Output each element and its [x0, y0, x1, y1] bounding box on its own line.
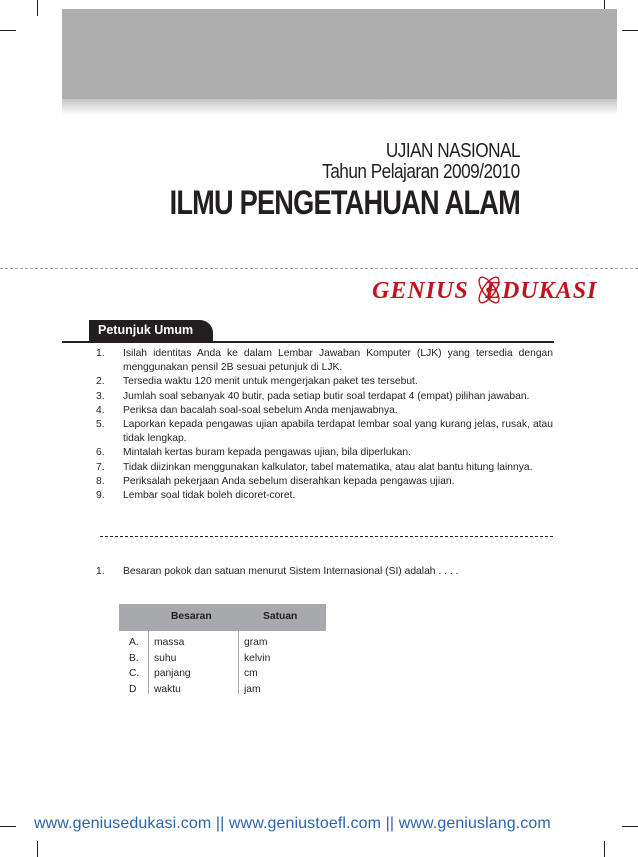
- instruction-text: Lembar soal tidak boleh dicoret-coret.: [123, 490, 296, 502]
- crop-mark: [0, 826, 16, 827]
- option-label: D: [129, 683, 137, 695]
- header-band: [62, 9, 617, 99]
- instruction-text: Laporkan kepada pengawas ujian apabila terdapat lembar soal yang kurang jelas, rusak, atau tidak lengkap.: [123, 419, 553, 445]
- question-number: 1.: [96, 566, 105, 577]
- instruction-item: [96, 404, 553, 418]
- besaran-cell: panjang: [154, 668, 191, 679]
- header-divider: [0, 268, 638, 269]
- crop-mark: [622, 826, 638, 827]
- crop-mark: [37, 0, 38, 16]
- crop-mark: [604, 841, 605, 857]
- footer-links: www.geniusedukasi.com || www.geniustoefl.com || www.geniuslang.com: [34, 815, 551, 832]
- instruction-number: 8.: [96, 475, 105, 487]
- besaran-cell: massa: [154, 637, 185, 648]
- academic-year: Tahun Pelajaran 2009/2010: [322, 161, 520, 183]
- satuan-cell: gram: [244, 637, 268, 648]
- column-header-besaran: Besaran: [171, 611, 212, 622]
- instruction-item: [96, 475, 553, 489]
- besaran-cell: waktu: [154, 683, 181, 695]
- table-row: [119, 684, 326, 699]
- instruction-item: [96, 489, 553, 503]
- logo-text-left: GENIUS: [372, 278, 469, 304]
- instruction-number: 6.: [96, 447, 105, 459]
- section-divider: [100, 536, 553, 537]
- genius-edukasi-logo: [372, 276, 622, 310]
- exam-label: UJIAN NASIONAL: [385, 140, 520, 162]
- table-header: [119, 604, 326, 631]
- crop-mark: [0, 30, 16, 31]
- instruction-item: [96, 347, 553, 375]
- table-row: [119, 653, 326, 668]
- instruction-text: Jumlah soal sebanyak 40 butir, pada setiap butir soal terdapat 4 (empat) pilihan jawaban.: [123, 390, 530, 402]
- satuan-cell: cm: [244, 668, 258, 679]
- satuan-cell: kelvin: [244, 652, 271, 664]
- question-text: Besaran pokok dan satuan menurut Sistem Internasional (SI) adalah . . . .: [123, 566, 459, 577]
- satuan-cell: jam: [244, 683, 261, 695]
- instruction-number: 5.: [96, 419, 105, 431]
- instruction-number: 7.: [96, 461, 105, 473]
- column-header-satuan: Satuan: [263, 611, 298, 622]
- instruction-number: 1.: [96, 348, 105, 359]
- instruction-number: 4.: [96, 404, 105, 416]
- crop-mark: [622, 30, 638, 31]
- option-label: C.: [129, 668, 140, 679]
- option-label: A.: [129, 637, 139, 648]
- instruction-number: 9.: [96, 490, 105, 502]
- instruction-text: Periksa dan bacalah soal-soal sebelum Anda menjawabnya.: [123, 404, 398, 416]
- option-label: B.: [129, 652, 139, 664]
- instruction-item: [96, 375, 553, 389]
- logo-text-right: EDUKASI: [485, 278, 598, 304]
- instruction-number: 3.: [96, 390, 105, 402]
- instruction-number: 2.: [96, 376, 105, 388]
- table-row: [119, 637, 326, 652]
- instruction-item: [96, 390, 553, 404]
- exam-subject-title: ILMU PENGETAHUAN ALAM: [169, 184, 520, 222]
- instruction-item: [96, 446, 553, 460]
- instructions-title: Petunjuk Umum: [98, 323, 194, 337]
- instruction-item: [96, 461, 553, 475]
- header-gradient: [62, 99, 617, 115]
- besaran-cell: suhu: [154, 652, 177, 664]
- instruction-text: Periksalah pekerjaan Anda sebelum diserahkan kepada pengawas ujian.: [123, 475, 455, 487]
- instructions-list: [96, 347, 553, 503]
- instruction-text: Isilah identitas Anda ke dalam Lembar Jawaban Komputer (LJK) yang tersedia dengan menggunakan pensil 2B sesuai petunjuk di LJK.: [123, 348, 553, 374]
- instruction-item: [96, 418, 553, 446]
- instruction-text: Mintalah kertas buram kepada pengawas ujian, bila diperlukan.: [123, 447, 411, 459]
- instruction-text: Tidak diizinkan menggunakan kalkulator, tabel matematika, atau alat bantu hitung lainnya.: [123, 461, 533, 473]
- crop-mark: [37, 841, 38, 857]
- instruction-text: Tersedia waktu 120 menit untuk mengerjakan paket tes tersebut.: [123, 376, 418, 388]
- table-row: [119, 668, 326, 683]
